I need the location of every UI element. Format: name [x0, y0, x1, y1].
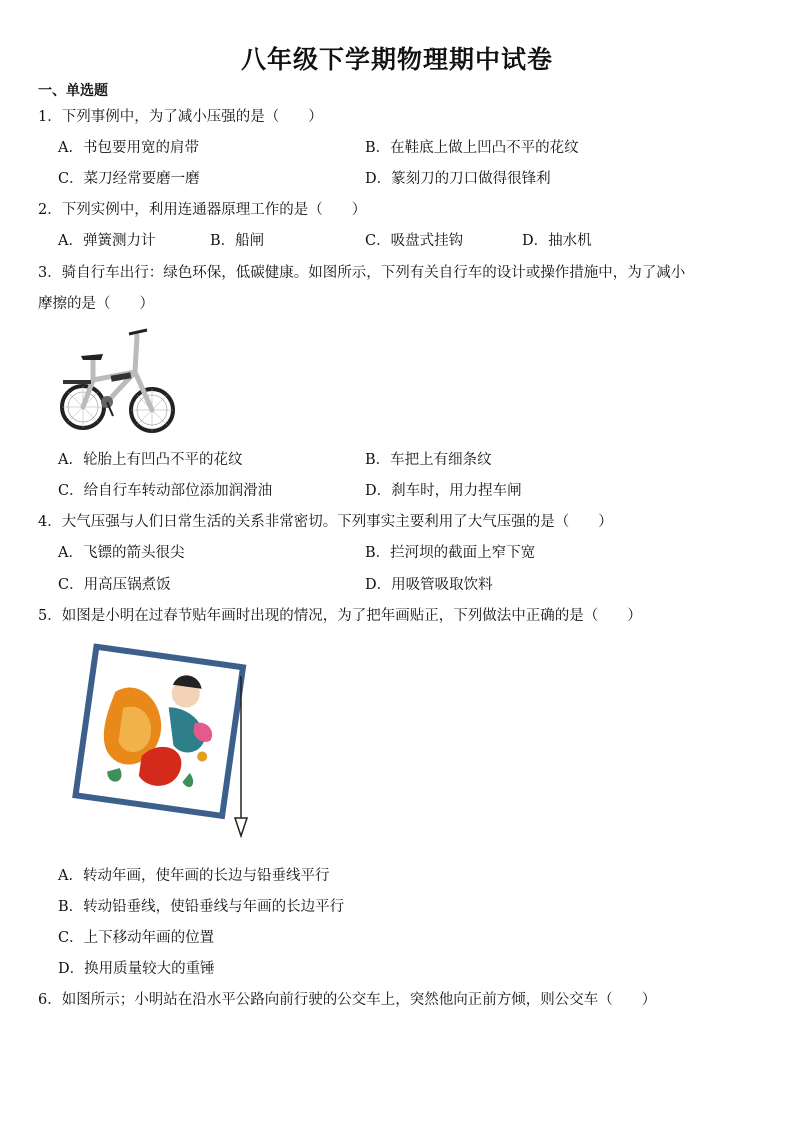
question-4-stem: 4．大气压强与人们日常生活的关系非常密切。下列事实主要利用了大气压强的是（ ）: [38, 514, 613, 530]
q5-option-a: A．转动年画，使年画的长边与铅垂线平行: [58, 868, 330, 884]
q4-option-c: C．用高压锅煮饭: [58, 577, 171, 593]
question-6-stem: 6．如图所示；小明站在沿水平公路向前行驶的公交车上，突然他向正前方倾，则公交车（ ）: [38, 992, 657, 1008]
q2-option-d: D．抽水机: [522, 233, 592, 249]
new-year-picture-figure: [65, 638, 260, 843]
q1-option-c: C．菜刀经常要磨一磨: [58, 171, 200, 187]
q3-option-b: B．车把上有细条纹: [365, 452, 492, 468]
question-3-stem-line1: 3．骑自行车出行：绿色环保，低碳健康。如图所示，下列有关自行车的设计或操作措施中，为了减小: [38, 265, 686, 281]
section-heading: 一、单选题: [38, 83, 108, 99]
q3-option-a: A．轮胎上有凹凸不平的花纹: [58, 452, 243, 468]
q5-option-c: C．上下移动年画的位置: [58, 930, 215, 946]
question-1-stem: 1．下列事例中，为了减小压强的是（ ）: [38, 109, 323, 125]
q3-option-d: D．刹车时，用力捏车闸: [365, 483, 522, 499]
question-2-stem: 2．下列实例中，利用连通器原理工作的是（ ）: [38, 202, 367, 218]
q5-option-b: B．转动铅垂线，使铅垂线与年画的长边平行: [58, 899, 345, 915]
q2-option-a: A．弹簧测力计: [58, 233, 156, 249]
q4-option-a: A．飞镖的箭头很尖: [58, 545, 185, 561]
question-5-stem: 5．如图是小明在过春节贴年画时出现的情况，为了把年画贴正，下列做法中正确的是（ ）: [38, 608, 642, 624]
q5-option-d: D．换用质量较大的重锤: [58, 961, 215, 977]
bicycle-figure: [55, 322, 180, 437]
q1-option-a: A．书包要用宽的肩带: [58, 140, 199, 156]
q4-option-d: D．用吸管吸取饮料: [365, 577, 493, 593]
q3-option-c: C．给自行车转动部位添加润滑油: [58, 483, 273, 499]
q2-option-b: B．船闸: [210, 233, 265, 249]
q1-option-b: B．在鞋底上做上凹凸不平的花纹: [365, 140, 579, 156]
q1-option-d: D．篆刻刀的刀口做得很锋利: [365, 171, 551, 187]
q4-option-b: B．拦河坝的截面上窄下宽: [365, 545, 536, 561]
question-3-stem-line2: 摩擦的是（ ）: [38, 296, 154, 312]
q2-option-c: C．吸盘式挂钩: [365, 233, 464, 249]
page-title: 八年级下学期物理期中试卷: [240, 45, 553, 74]
